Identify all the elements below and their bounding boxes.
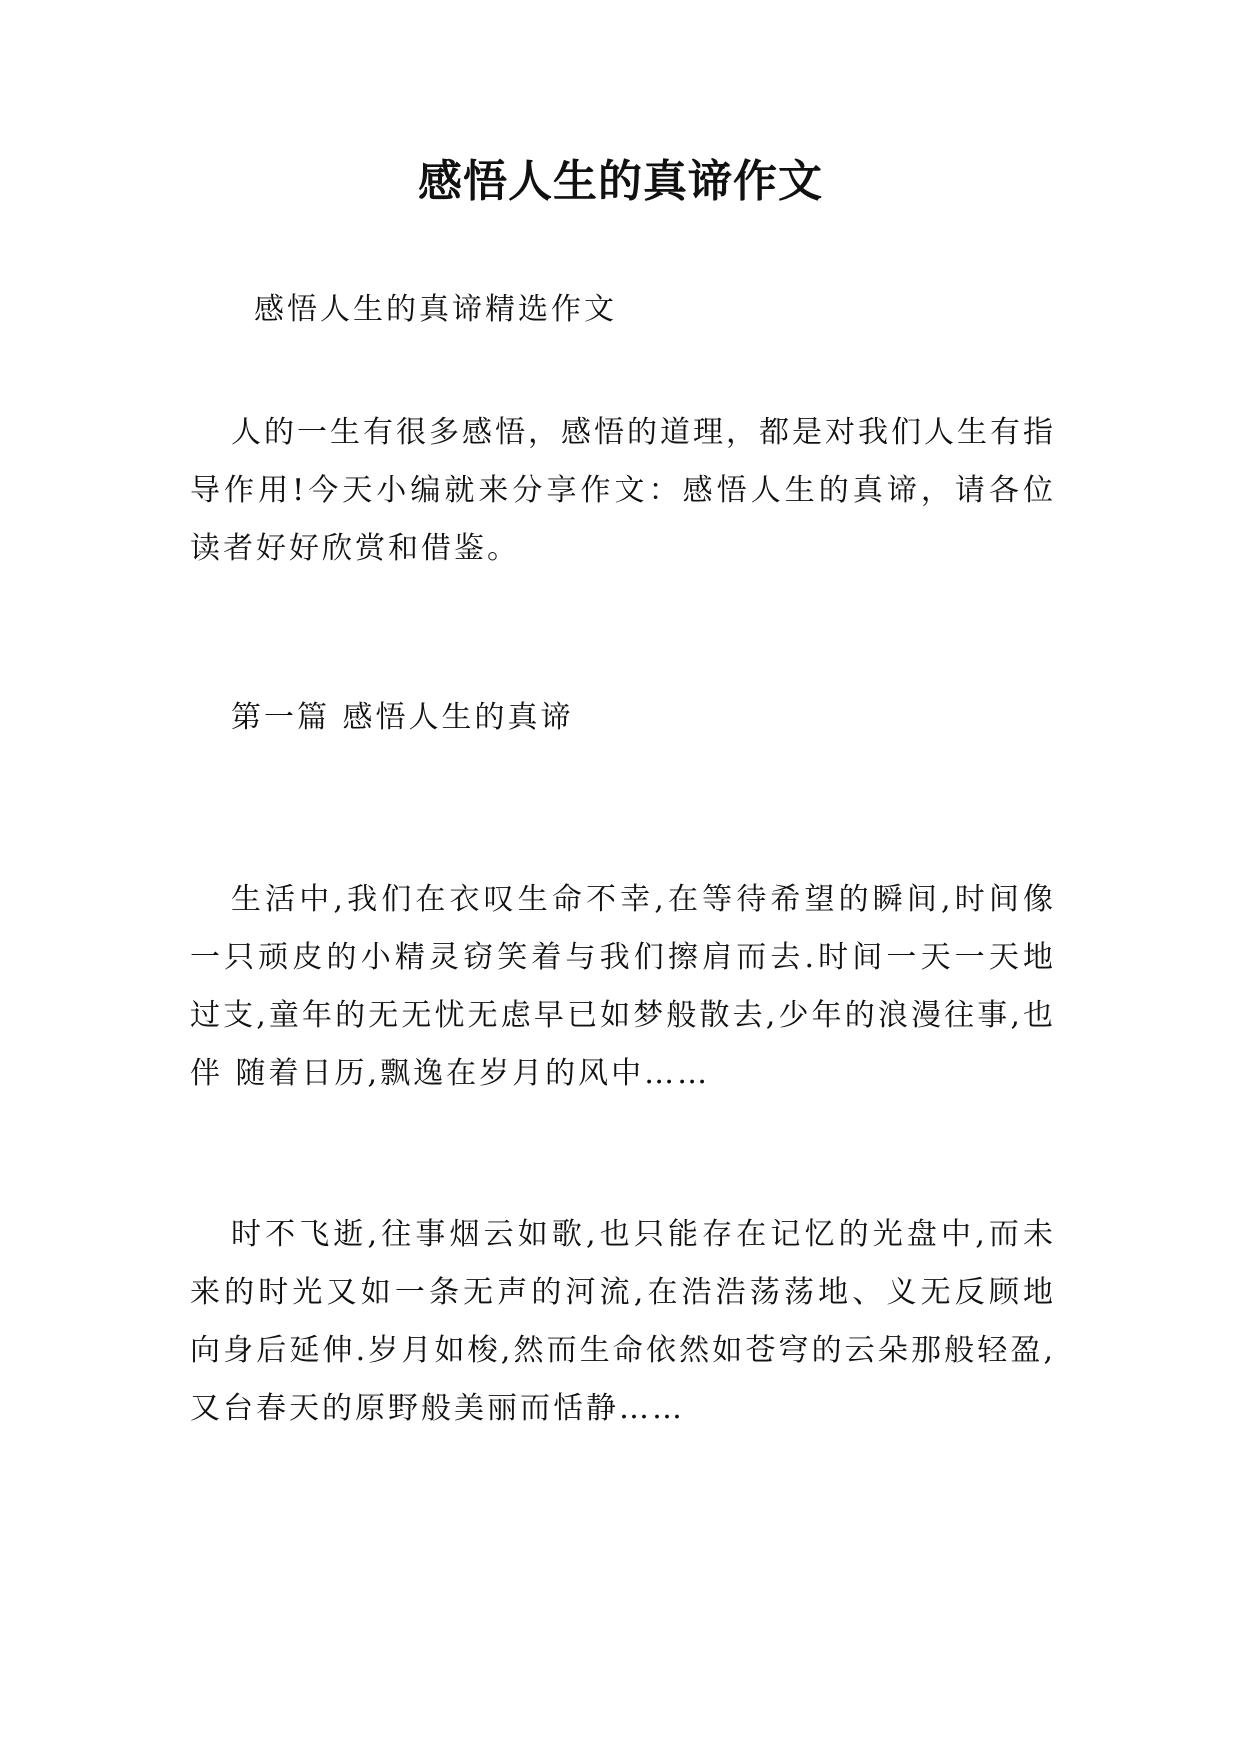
document-subtitle: 感悟人生的真谛精选作文: [254, 292, 617, 327]
section-heading: 第一篇 感悟人生的真谛: [231, 700, 574, 735]
body-paragraph: 生活中,我们在衣叹生命不幸,在等待希望的瞬间,时间像一只顽皮的小精灵窃笑着与我们擦肩而去.时间一天一天地过支,童年的无无忧无虑早已如梦般散去,少年的浪漫往事,也伴 随着日历,飘逸在岁月的风中……: [190, 882, 1056, 1091]
document-title: 感悟人生的真谛作文: [418, 156, 823, 207]
body-paragraph: 时不飞逝,往事烟云如歌,也只能存在记忆的光盘中,而未来的时光又如一条无声的河流,在浩浩荡荡地、义无反顾地向身后延伸.岁月如梭,然而生命依然如苍穹的云朵那般轻盈,又台春天的原野般美丽而恬静……: [190, 1217, 1056, 1426]
intro-paragraph: 人的一生有很多感悟，感悟的道理，都是对我们人生有指导作用!今天小编就来分享作文：感悟人生的真谛，请各位读者好好欣赏和借鉴。: [190, 415, 1056, 566]
